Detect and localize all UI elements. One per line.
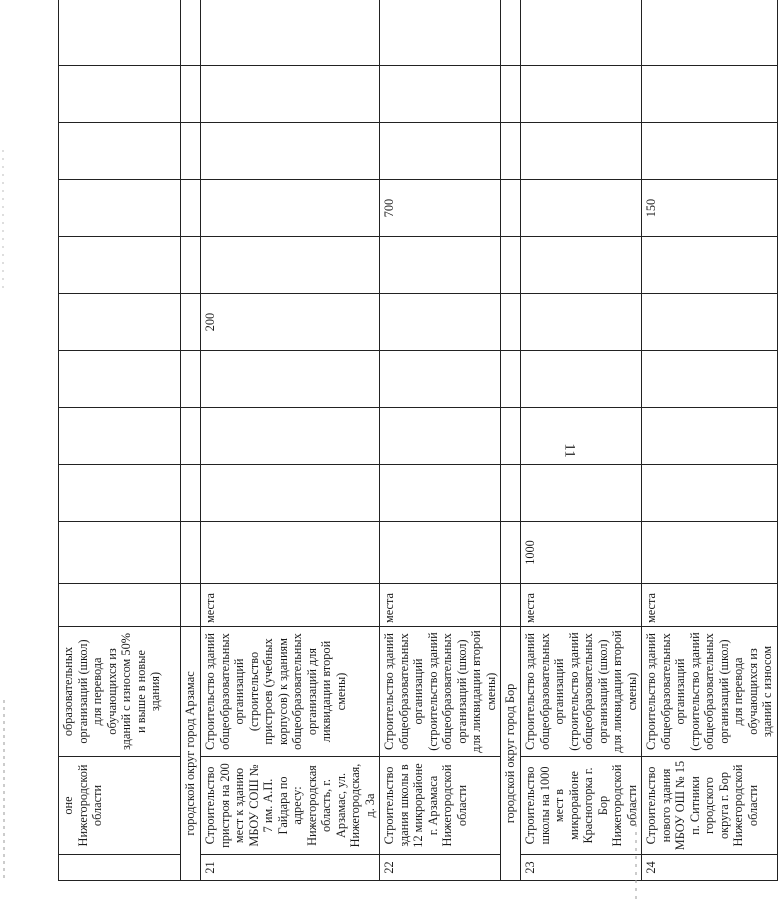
value-cell: 1000 <box>521 522 642 584</box>
value-cell <box>642 351 778 408</box>
value-cell <box>642 237 778 294</box>
object-name: Строительство пристроя на 200 мест к зданию МБОУ СОШ № 7 им. А.П. Гайдара по адресу: Нижегородская область, г. Арзамас, ул. Нижегородская, д. 3а <box>201 757 380 855</box>
value-cell <box>642 465 778 522</box>
row-number: 23 <box>521 855 642 881</box>
value-cell <box>380 66 501 123</box>
value-cell <box>201 180 380 237</box>
unit: места <box>201 584 380 627</box>
value-cell <box>521 408 642 465</box>
value-cell <box>201 237 380 294</box>
value-cell <box>380 351 501 408</box>
row-number: 24 <box>642 855 778 881</box>
value-cell <box>521 351 642 408</box>
page-number: 11 <box>561 443 578 458</box>
object-name: Строительство школы на 1000 мест в микрорайоне Красногорка г. Бор Нижегородской области <box>521 757 642 855</box>
value-cell <box>380 522 501 584</box>
object-description: Строительство зданий общеобразовательных организаций (строительство зданий общеобразовательных организаций (школ) для ликвидации второй смены) <box>380 627 501 757</box>
value-cell <box>642 294 778 351</box>
section-row <box>501 0 521 881</box>
value-cell <box>521 66 642 123</box>
table-row <box>521 0 642 881</box>
value-cell <box>521 294 642 351</box>
unit: места <box>521 584 642 627</box>
value-cell <box>380 465 501 522</box>
value-cell <box>201 465 380 522</box>
cell-object-continued: оне Нижегородской области <box>59 757 181 855</box>
table-row <box>201 0 380 881</box>
object-name: Строительство нового здания МБОУ ОШ № 15 п. Ситники городского округа г. Бор Нижегородской области <box>642 757 778 855</box>
row-number: 21 <box>201 855 380 881</box>
continuation-row <box>59 0 181 881</box>
value-cell <box>642 123 778 180</box>
object-name: Строительство здания школы в 12 микрорайоне г. Арзамаса Нижегородской области <box>380 757 501 855</box>
value-cell: 150 <box>642 180 778 237</box>
section-title: городской округ город Арзамас <box>181 627 201 881</box>
section-row <box>181 0 201 881</box>
unit: места <box>380 584 501 627</box>
value-cell: 200 <box>201 294 380 351</box>
value-cell <box>201 408 380 465</box>
value-cell <box>521 180 642 237</box>
value-cell: 700 <box>380 180 501 237</box>
value-cell <box>380 294 501 351</box>
value-cell <box>201 123 380 180</box>
object-description: Строительство зданий общеобразовательных организаций (строительство пристроев (учебных корпусов) к зданиям общеобразовательных организаций для ликвидации второй смены) <box>201 627 380 757</box>
value-cell <box>380 408 501 465</box>
rotated-table-container <box>58 23 774 881</box>
value-cell <box>201 522 380 584</box>
object-description: Строительство зданий общеобразовательных организаций (строительство зданий общеобразовательных организаций (школ) для ликвидации второй смены) <box>521 627 642 757</box>
table-row <box>642 0 778 881</box>
program-table <box>58 0 778 881</box>
object-description: Строительство зданий общеобразовательных организаций (строительство зданий общеобразовательных организаций (школ) для перевода обучающихся из зданий с износом <box>642 627 778 757</box>
unit: места <box>642 584 778 627</box>
value-cell <box>380 237 501 294</box>
value-cell <box>521 465 642 522</box>
row-number: 22 <box>380 855 501 881</box>
section-title: городской округ город Бор <box>501 627 521 881</box>
value-cell <box>521 237 642 294</box>
value-cell <box>642 522 778 584</box>
value-cell <box>380 123 501 180</box>
value-cell <box>201 351 380 408</box>
value-cell <box>642 408 778 465</box>
table-row <box>380 0 501 881</box>
value-cell <box>642 66 778 123</box>
cell-description-continued: образовательных организаций (школ) для перевода обучающихся из зданий с износом 50% и выше в новые здания) <box>59 627 181 757</box>
cell-empty <box>59 855 181 881</box>
value-cell <box>521 123 642 180</box>
value-cell <box>201 66 380 123</box>
